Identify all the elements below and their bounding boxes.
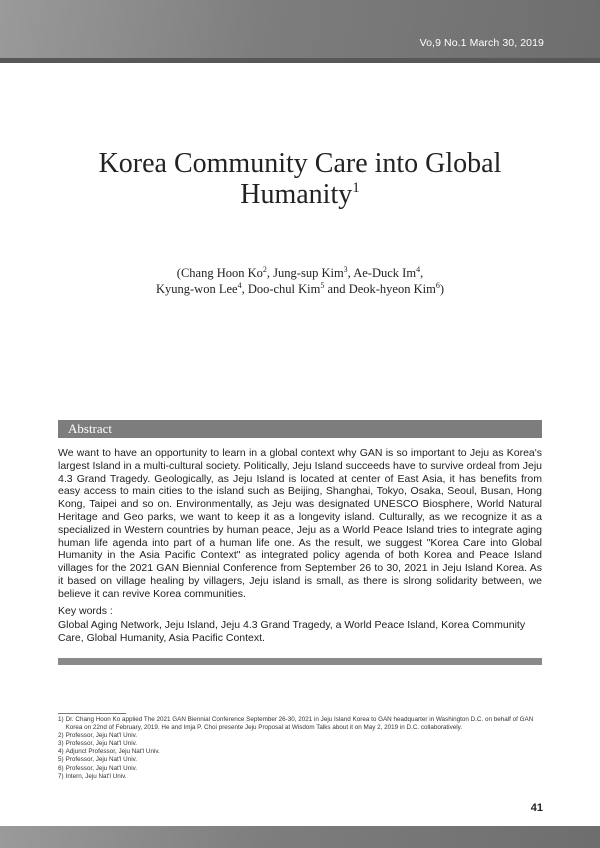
author-ref: 3 [343, 265, 348, 274]
author-line-2 [60, 281, 540, 297]
issue-info: Vo,9 No.1 March 30, 2019 [419, 37, 544, 49]
footnote-number: 3) [58, 740, 64, 748]
footnote-number: 6) [58, 764, 64, 772]
author-name: Deok-hyeon Kim [348, 282, 436, 296]
header-band [0, 0, 600, 58]
footnote-item [58, 740, 542, 748]
author-separator: , [266, 266, 274, 280]
title-line-2-text: Humanity [240, 179, 353, 210]
footnote-text: Adjunct Professor, Jeju Nat'l Univ. [65, 748, 160, 756]
author-line-1: (Chang Hoon Ko$^2$, Jung-sup Kim$^3$, Ae-Duck Im$^4$, [176, 265, 424, 280]
author-separator: , [347, 266, 354, 280]
footnote-item [58, 716, 542, 732]
page-number: 41 [530, 802, 543, 814]
keywords-list: Global Aging Network, Jeju Island, Jeju 4.3 Grand Tragedy, a World Peace Island, Korea Community Care, Global Humanity, Asia Pacific Context. [58, 619, 526, 644]
author-name: Chang Hoon Ko [180, 266, 263, 280]
footnote-text: Professor, Jeju Nat'l Univ. [65, 756, 138, 764]
author-name: Ae-Duck Im [353, 266, 417, 280]
author-separator: , [241, 282, 248, 296]
footnote-number: 7) [58, 772, 64, 780]
footnotes [58, 716, 542, 781]
title-line-2 [60, 179, 540, 210]
author-ref: 4 [237, 281, 242, 290]
author-separator: , [420, 266, 424, 280]
paper-title [60, 148, 540, 210]
abstract-heading: Abstract [68, 421, 113, 436]
author-list [60, 265, 540, 297]
author-ref: 4 [416, 265, 421, 274]
title-footnote-ref: 1 [352, 180, 360, 196]
author-ref: 5 [320, 281, 325, 290]
abstract-heading-bar [58, 420, 542, 438]
footnote-item [58, 748, 542, 756]
author-name: Kyung-won Lee [155, 282, 238, 296]
footnote-item [58, 765, 542, 773]
footnote-item [58, 756, 542, 764]
footnote-text: Professor, Jeju Nat'l Univ. [65, 740, 138, 748]
author-name: Doo-chul Kim [247, 282, 321, 296]
footnote-number: 5) [58, 756, 64, 764]
footnote-text: Professor, Jeju Nat'l Univ. [65, 732, 138, 740]
title-line-1: Korea Community Care into Global [98, 148, 502, 179]
section-end-rule [58, 658, 542, 665]
footnote-item [58, 732, 542, 740]
header-stripe [0, 58, 600, 63]
footnote-divider [58, 713, 126, 714]
author-separator: and [324, 282, 349, 296]
footer-band [0, 826, 600, 848]
author-separator: ) [439, 282, 444, 296]
footnote-number: 1) [58, 716, 64, 723]
author-name: Jung-sup Kim [273, 266, 344, 280]
footnote-number: 2) [58, 732, 64, 740]
abstract-body: We want to have an opportunity to learn in a global context why GAN is so important to Jeju as Korea's largest Island in a multi-cultural society. Politically, Jeju Island succeeds have to survive ordeal from Jeju 4.3 Grand Tragedy. Geologically, as Jeju Island is located at center of East Asia, it has benefits from easy access to main cities to the island such as Beijing, Shanghai, Tokyo, Osaka, Seoul, Busan, Hong Kong, Taipei and so on. Environmentally, as Jeju was designated UNESCO Biosphere, World Natural Heritage and Geo parks, we want to keep it as a longevity island. Culturally, as we recognize it as a specialized in Western countries by human peace, Jeju as a World Peace Island tries to integrate aging human life agenda into part of a human life one. As the result, we suggest "Korea Care into Global Humanity in the Asia Pacific Context" as integrated policy agenda of both Korea and Peace Island villages for the 2021 GAN Biennial Conference from September 26 to 30, 2021 in Jeju Island Korea. As it based on village healing by villagers, Jeju island is small, as there is slrong solidarity between, we believe it can revive Korea communities. [58, 447, 542, 600]
footnote-text: Dr. Chang Hoon Ko applied The 2021 GAN Biennial Conference September 26-30, 2021 in Jeju Island Korea to GAN headquarter in Washington D.C. on behalf of GAN Korea on 22nd of February, 2019. He and Imja P. Choi presente Jeju Proposal at Wisdom Talks about it on May 2, 2019 in D.C. collaboratively. [65, 716, 534, 732]
footnote-text: Professor, Jeju Nat'l Univ. [65, 764, 138, 772]
author-ref: 2 [262, 265, 267, 274]
footnote-item [58, 773, 542, 781]
keywords-heading: Key words : [58, 605, 113, 617]
footnote-text: Intern, Jeju Nat'l Univ. [65, 772, 127, 780]
author-ref: 6 [435, 281, 440, 290]
footnote-number: 4) [58, 748, 64, 756]
